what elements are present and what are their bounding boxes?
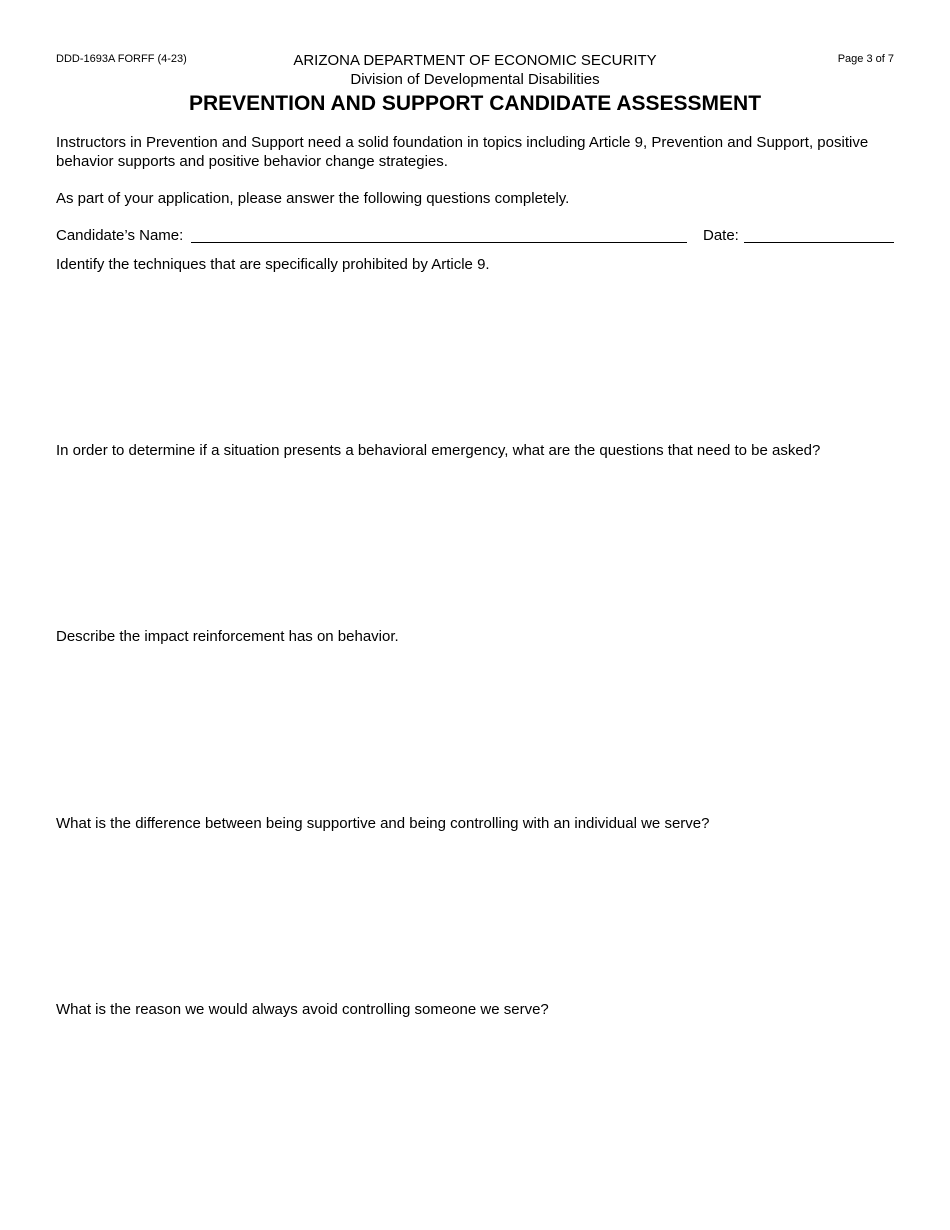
answer-area-4[interactable] [56,837,894,997]
candidate-name-label: Candidate’s Name: [56,227,184,244]
answer-area-5[interactable] [56,1023,894,1203]
answer-area-1[interactable] [56,278,894,438]
date-field[interactable] [744,242,894,243]
answer-area-3[interactable] [56,650,894,810]
answer-area-2[interactable] [56,464,894,624]
question-2: In order to determine if a situation presents a behavioral emergency, what are the questions that need to be asked? [56,442,821,459]
date-label: Date: [703,227,739,244]
intro-paragraph: Instructors in Prevention and Support need a solid foundation in topics including Article 9, Prevention and Support, positive behavior supports and positive behavior change strategies. [56,134,869,170]
question-3: Describe the impact reinforcement has on behavior. [56,628,399,645]
candidate-name-field[interactable] [191,242,687,243]
agency-name: ARIZONA DEPARTMENT OF ECONOMIC SECURITY [293,52,657,69]
instruction-text: As part of your application, please answer the following questions completely. [56,190,570,207]
question-5: What is the reason we would always avoid controlling someone we serve? [56,1001,549,1018]
form-id: DDD-1693A FORFF (4-23) [56,53,187,65]
question-1: Identify the techniques that are specifically prohibited by Article 9. [56,256,490,273]
division-name: Division of Developmental Disabilities [350,71,600,88]
question-4: What is the difference between being supportive and being controlling with an individual we serve? [56,815,710,832]
page-title: PREVENTION AND SUPPORT CANDIDATE ASSESSMENT [188,92,762,115]
candidate-info-row [56,226,894,246]
page-number: Page 3 of 7 [837,53,894,65]
